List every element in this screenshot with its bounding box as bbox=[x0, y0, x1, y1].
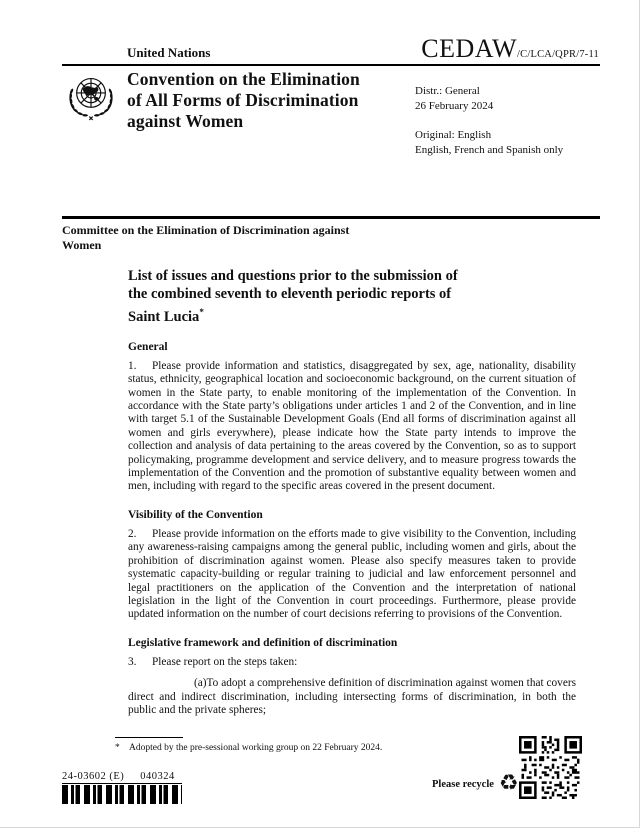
job-number-block bbox=[62, 766, 182, 804]
document-heading-line: List of issues and questions prior to the submission of bbox=[128, 268, 458, 284]
paragraph-number: 1. bbox=[128, 359, 137, 372]
paragraph-text: Please provide information and statistics, disaggregated by sex, age, nationality, disability status, ethnicity, geographical location and socioeconomic background, on the current situation of women in the State party, to enable monitoring of the implementation of the Convention. In accordance with the State party’s obligations under articles 1 and 2 of the Convention, and in line with target 5.1 of the Sustainable Development Goals (End all forms of discrimination against all women and girls everywhere), please indicate how the State party intends to improve the collection and analysis of data pertaining to the areas covered by the Convention, so as to support policymaking, programme development and service delivery, and to measure progress towards the implementation of the Convention and the promotion of substantive equality between women and men, including with regard to the specific areas covered in the present document. bbox=[128, 359, 576, 493]
recycle-notice bbox=[432, 773, 519, 795]
document-heading-line: Saint Lucia* bbox=[128, 307, 204, 325]
convention-title-line: against Women bbox=[127, 111, 244, 131]
document-symbol-suffix: /C/LCA/QPR/7-11 bbox=[517, 49, 599, 60]
paragraph-number: 2. bbox=[128, 527, 137, 540]
paragraph-2 bbox=[128, 528, 576, 622]
committee-name: Committee on the Elimination of Discrimination against Women bbox=[62, 223, 350, 252]
footnote-text: Adopted by the pre-sessional working group on 22 February 2024. bbox=[129, 743, 383, 753]
convention-title-line: of All Forms of Discrimination bbox=[127, 90, 359, 110]
recycle-icon: ♻ bbox=[498, 771, 519, 796]
date-line: 26 February 2024 bbox=[415, 100, 494, 112]
section-heading-legislative: Legislative framework and definition of discrimination bbox=[128, 636, 398, 649]
document-body bbox=[128, 267, 576, 717]
document-heading-line: the combined seventh to eleventh periodic reports of bbox=[128, 286, 452, 302]
document-symbol-main: CEDAW bbox=[421, 34, 518, 63]
paragraph-number: (a) bbox=[194, 677, 207, 690]
header-rule bbox=[62, 64, 600, 66]
section-heading-visibility: Visibility of the Convention bbox=[128, 508, 263, 521]
section-divider-rule bbox=[62, 216, 600, 219]
job-number: 24-03602 (E) 040324 bbox=[62, 771, 182, 784]
paragraph-text: Please report on the steps taken: bbox=[152, 655, 298, 668]
qr-code bbox=[519, 736, 582, 799]
languages-line: English, French and Spanish only bbox=[415, 144, 564, 156]
footnote-rule bbox=[115, 737, 183, 738]
recycle-label: Please recycle bbox=[432, 778, 494, 790]
distribution-info bbox=[415, 84, 563, 158]
date-code: 040324 bbox=[140, 771, 175, 782]
footnote bbox=[115, 742, 495, 754]
distr-line: Distr.: General bbox=[415, 85, 480, 97]
paragraph-text: To adopt a comprehensive definition of discrimination against women that covers direct and indirect discrimination, including intersecting forms of discrimination, in both the public and the private spheres; bbox=[128, 677, 576, 716]
org-name: United Nations bbox=[127, 45, 211, 60]
paragraph-3a bbox=[128, 677, 576, 717]
section-heading-general: General bbox=[128, 340, 168, 353]
original-language-line: Original: English bbox=[415, 129, 492, 141]
paragraph-text: Please provide information on the efforts made to give visibility to the Convention, including any awareness-raising campaigns among the general public, including women and girls, about the prohibition of discrimination against women. Please also specify measures taken to provide systematic capacity-building or regular training to judicial and law enforcement personnel and legal practitioners on the application of the Convention and the interpretation of national legislation in the light of the Convention in court proceedings. Furthermore, please provide updated information on the number of court decisions referring to provisions of the Convention. bbox=[128, 527, 576, 621]
paragraph-1 bbox=[128, 360, 576, 494]
paragraph-3 bbox=[128, 656, 576, 669]
paragraph-number: 3. bbox=[128, 655, 137, 668]
document-heading bbox=[128, 267, 576, 326]
barcode bbox=[62, 785, 182, 804]
convention-title bbox=[127, 69, 360, 132]
document-symbol bbox=[421, 34, 599, 64]
un-emblem-icon bbox=[64, 71, 118, 125]
footnote-marker: * bbox=[115, 743, 120, 753]
footnote-reference: * bbox=[199, 307, 204, 317]
convention-title-line: Convention on the Elimination bbox=[127, 69, 360, 89]
